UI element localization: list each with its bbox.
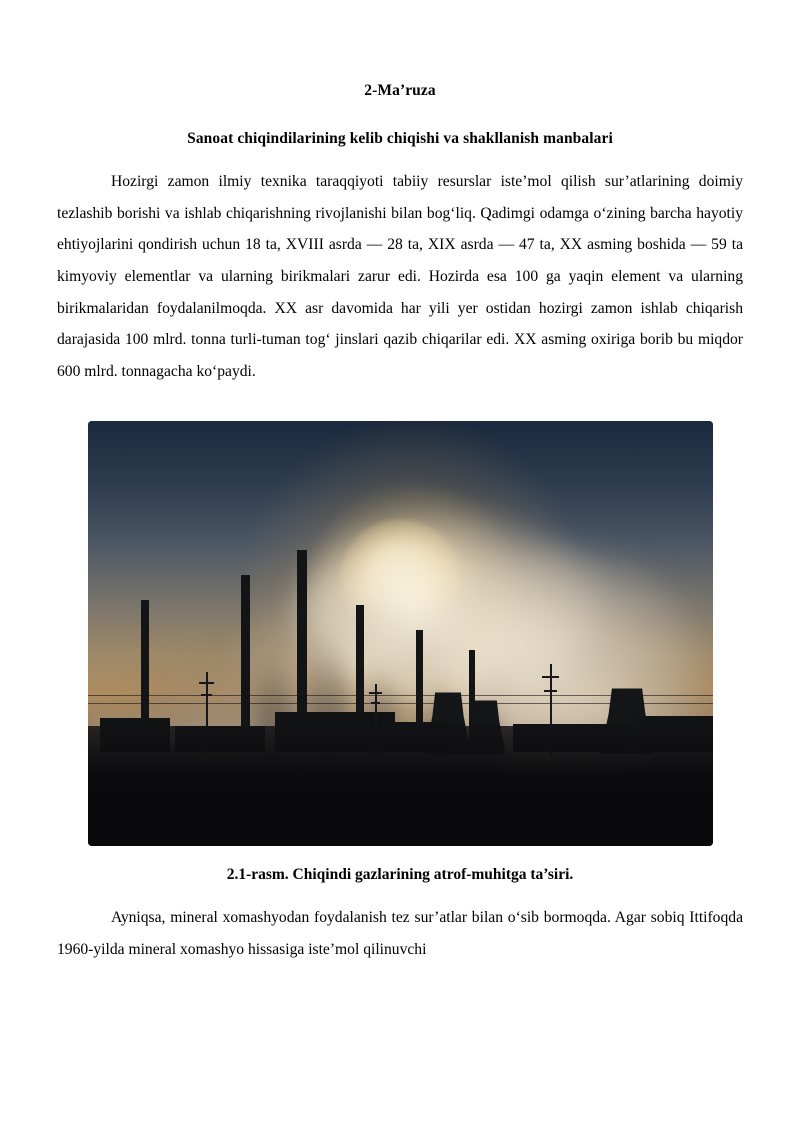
smokestack <box>241 575 250 750</box>
body-paragraph-2: Ayniqsa, mineral xomashyodan foydalanish tez sur’atlar bilan o‘sib bormoqda. Agar sobiq Ittifoqda 1960-yilda mineral xomashyo hissasiga iste’mol qilinuvchi <box>57 909 743 959</box>
figure-image <box>88 421 713 846</box>
section-heading: Sanoat chiqindilarining kelib chiqishi va shakllanish manbalari <box>187 130 613 147</box>
industrial-skyline <box>88 651 713 847</box>
ground-silhouette <box>88 726 713 846</box>
figure-container <box>57 421 743 846</box>
figure-caption: 2.1-rasm. Chiqindi gazlarining atrof-muhitga ta’siri. <box>226 866 574 884</box>
body-paragraph-1: Hozirgi zamon ilmiy texnika taraqqiyoti tabiiy resurslar iste’mol qilish sur’atlarining doimiy tezlashib borishi va ishlab chiqarishning rivojlanishi bilan bog‘liq. Qadimgi odamga o‘zining barcha hayotiy ehtiyojlarini qondirish uchun 18 ta, XVIII asrda — 28 ta, XIX asrda — 47 ta, XX asming boshida — 59 ta kimyoviy elementlar va ularning birikmalari zarur edi. Hozirda esa 100 ga yaqin element va ularning birikmalaridan foydalanilmoqda. XX asr davomida har yili yer ostidan hozirgi zamon ishlab chiqarish darajasida 100 mlrd. tonna turli-tuman tog‘ jinslari qazib chiqarilar edi. XX asming oxiriga borib bu miqdor 600 mlrd. tonnagacha ko‘paydi. <box>57 173 743 380</box>
page-title: 2-Ma’ruza <box>364 82 436 99</box>
